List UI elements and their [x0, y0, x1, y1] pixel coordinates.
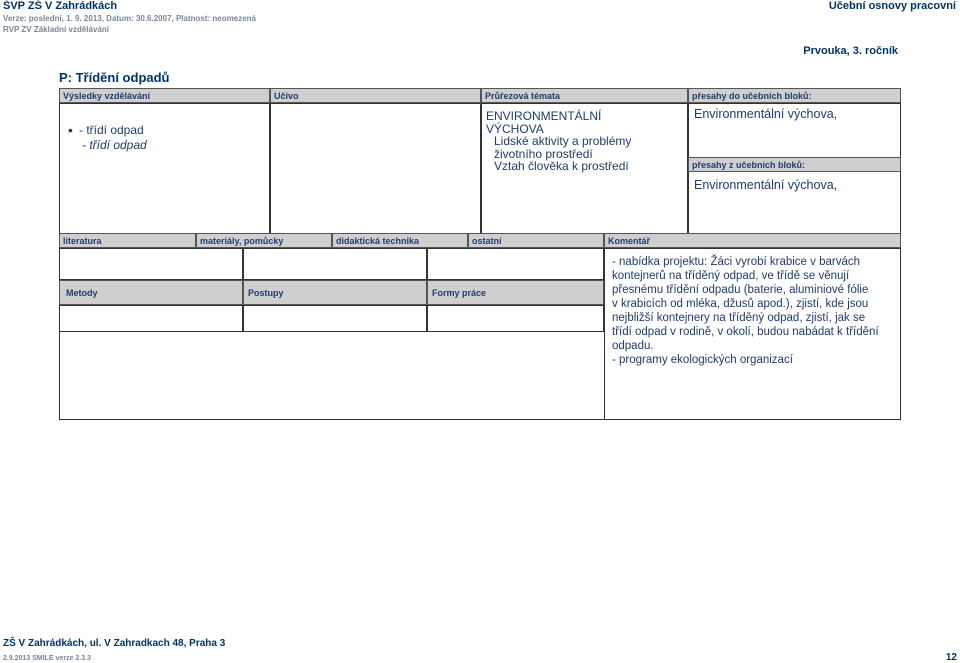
- subject-grade: Prvouka, 3. ročník: [803, 45, 898, 57]
- theme-line-1: ENVIRONMENTÁLNÍ: [486, 109, 602, 123]
- comment-line-2: kontejnerů na tříděný odpad, ve třídě se věnují: [612, 270, 850, 282]
- school-title: ŠVP ZŠ V Zahrádkách: [3, 0, 118, 12]
- theme-line-4: životního prostředí: [494, 147, 593, 161]
- header-literature: literatura: [59, 233, 196, 248]
- comment-line-5: nejbližší kontejnery na tříděný odpad, zjistí, jak se: [612, 312, 866, 324]
- outcome-bullet: •: [68, 122, 73, 138]
- version-line: Verze: poslední, 1. 9. 2013, Datum: 30.6.2007, Platnost: neomezená: [3, 14, 256, 23]
- section-title: P: Třídění odpadů: [59, 70, 170, 85]
- comment-line-1: - nabídka projektu: Žáci vyrobí krabice v barvách: [612, 256, 861, 268]
- comment-line-4: v krabicích od mléka, džusů apod.), zjistí, kde jsou: [612, 298, 869, 310]
- theme-line-2: VÝCHOVA: [486, 122, 544, 136]
- header-comment: Komentář: [604, 233, 901, 248]
- outcome-line-2: - třídí odpad: [82, 138, 147, 152]
- header-other: ostatní: [468, 233, 604, 248]
- comment-line-8: - programy ekologických organizací: [612, 354, 793, 366]
- outcome-line-1: - třídí odpad: [79, 123, 144, 137]
- header-overlap-to: přesahy do učebních bloků:: [688, 88, 901, 103]
- overlap-from-value: Environmentální výchova,: [694, 178, 838, 192]
- curriculum-cell: [270, 103, 481, 234]
- literature-cell: [59, 248, 243, 280]
- footer-version: 2.9.2013 SMILE verze 2.3.3: [3, 655, 91, 662]
- theme-line-5: Vztah člověka k prostředí: [494, 159, 629, 173]
- header-materials: materiály, pomůcky: [196, 233, 332, 248]
- header-forms: Formy práce: [427, 280, 604, 305]
- page-number: 12: [945, 652, 957, 663]
- comment-line-6: třídí odpad v rodině, v okolí, budou nabádat k třídění: [612, 326, 879, 338]
- footer-school: ZŠ V Zahrádkách, ul. V Zahradkach 48, Praha 3: [3, 638, 226, 649]
- header-curriculum: Učivo: [270, 88, 481, 103]
- header-methods: Metody: [59, 280, 243, 305]
- procedures-cell: [243, 305, 427, 332]
- overlap-to-value: Environmentální výchova,: [694, 107, 838, 121]
- header-outcomes: Výsledky vzdělávání: [59, 88, 270, 103]
- theme-line-3: Lidské aktivity a problémy: [494, 134, 632, 148]
- comment-line-7: odpadu.: [612, 340, 654, 352]
- document-type: Učební osnovy pracovní: [828, 0, 956, 12]
- header-procedures: Postupy: [243, 280, 427, 305]
- comment-line-3: přesnému třídění odpadu (baterie, aluminiové fólie: [612, 284, 869, 296]
- header-technology: didaktická technika: [332, 233, 468, 248]
- overlap-from-label: přesahy z učebních bloků:: [688, 157, 901, 172]
- header-themes: Průřezová témata: [481, 88, 688, 103]
- methods-cell: [59, 305, 243, 332]
- technology-cell: [427, 248, 604, 280]
- program-line: RVP ZV Základní vzdělávání: [3, 25, 109, 34]
- forms-cell: [427, 305, 604, 332]
- materials-cell: [243, 248, 427, 280]
